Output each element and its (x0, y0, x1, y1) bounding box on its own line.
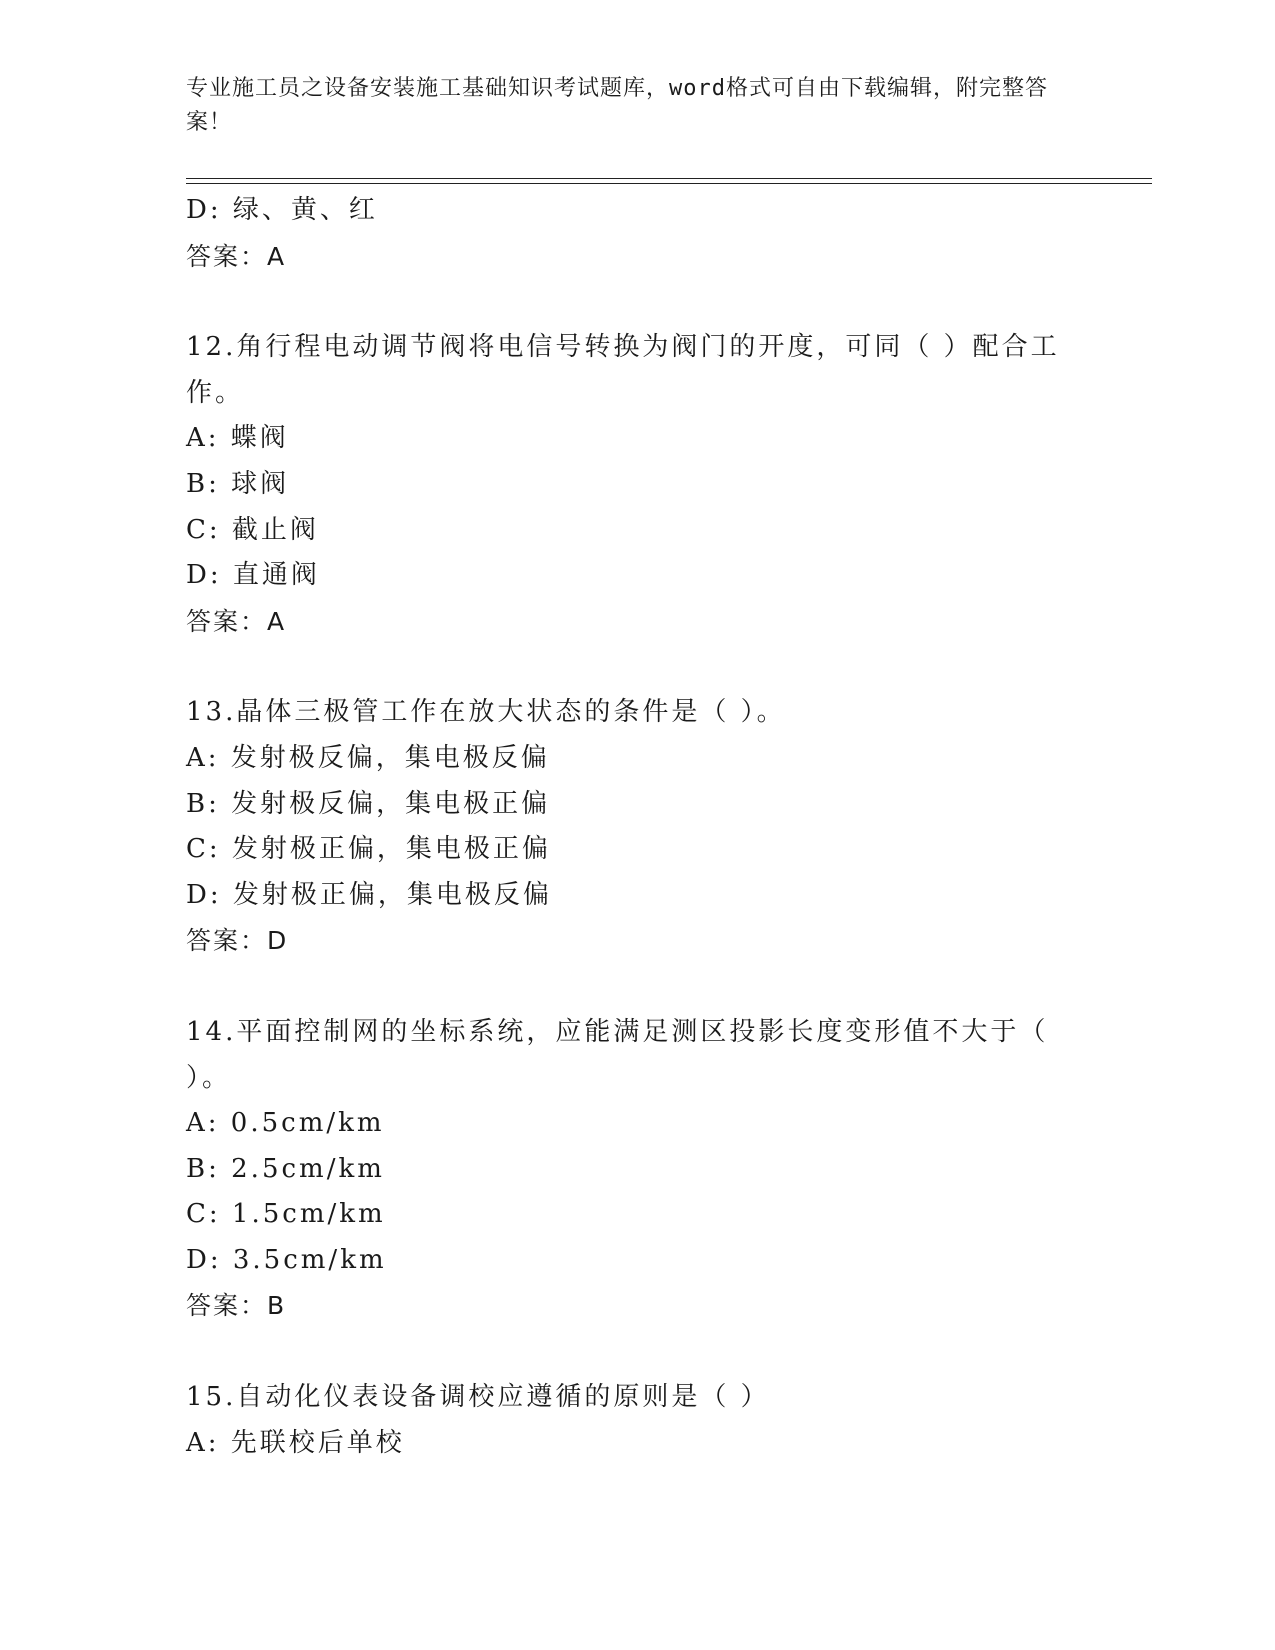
answer: 答案：B (186, 1291, 287, 1321)
document-header: 专业施工员之设备安装施工基础知识考试题库，word格式可自由下载编辑，附完整答案！ (186, 76, 1048, 135)
answer: 答案：A (186, 606, 287, 636)
option-c: C: 发射极正偏，集电极正偏 (186, 834, 551, 865)
option-a: A: 发射极反偏，集电极反偏 (186, 742, 550, 773)
question-14 (186, 1010, 1066, 1329)
question-stem: 13.晶体三极管工作在放大状态的条件是（ ）。 (186, 697, 786, 728)
answer: 答案：A (186, 241, 287, 271)
option-b: B: 球阀 (186, 468, 290, 499)
question-12 (186, 325, 1066, 644)
header-rule-bottom (186, 183, 1152, 184)
option-d: D: 直通阀 (186, 560, 320, 591)
question-stem: 14.平面控制网的坐标系统，应能满足测区投影长度变形值不大于（ ）。 (186, 1016, 1049, 1093)
question-stem: 15.自动化仪表设备调校应遵循的原则是（ ） (186, 1382, 770, 1413)
option-d: D: 绿、黄、红 (186, 195, 378, 225)
question-15 (186, 1375, 1066, 1466)
question-13 (186, 690, 1066, 964)
option-a: A: 蝶阀 (186, 423, 289, 454)
option-d: D: 3.5cm/km (186, 1244, 387, 1275)
option-b: B: 2.5cm/km (186, 1153, 385, 1184)
answer: 答案：D (186, 926, 289, 956)
question-list (186, 188, 1066, 1466)
question-stem: 12.角行程电动调节阀将电信号转换为阀门的开度，可同（ ）配合工作。 (186, 332, 1060, 408)
option-c: C: 截止阀 (186, 514, 319, 545)
option-a: A: 先联校后单校 (186, 1427, 405, 1458)
option-d: D: 发射极正偏，集电极反偏 (186, 879, 552, 910)
option-a: A: 0.5cm/km (186, 1108, 385, 1139)
option-b: B: 发射极反偏，集电极正偏 (186, 788, 551, 819)
option-c: C: 1.5cm/km (186, 1199, 386, 1230)
header-rule-top (186, 178, 1152, 179)
